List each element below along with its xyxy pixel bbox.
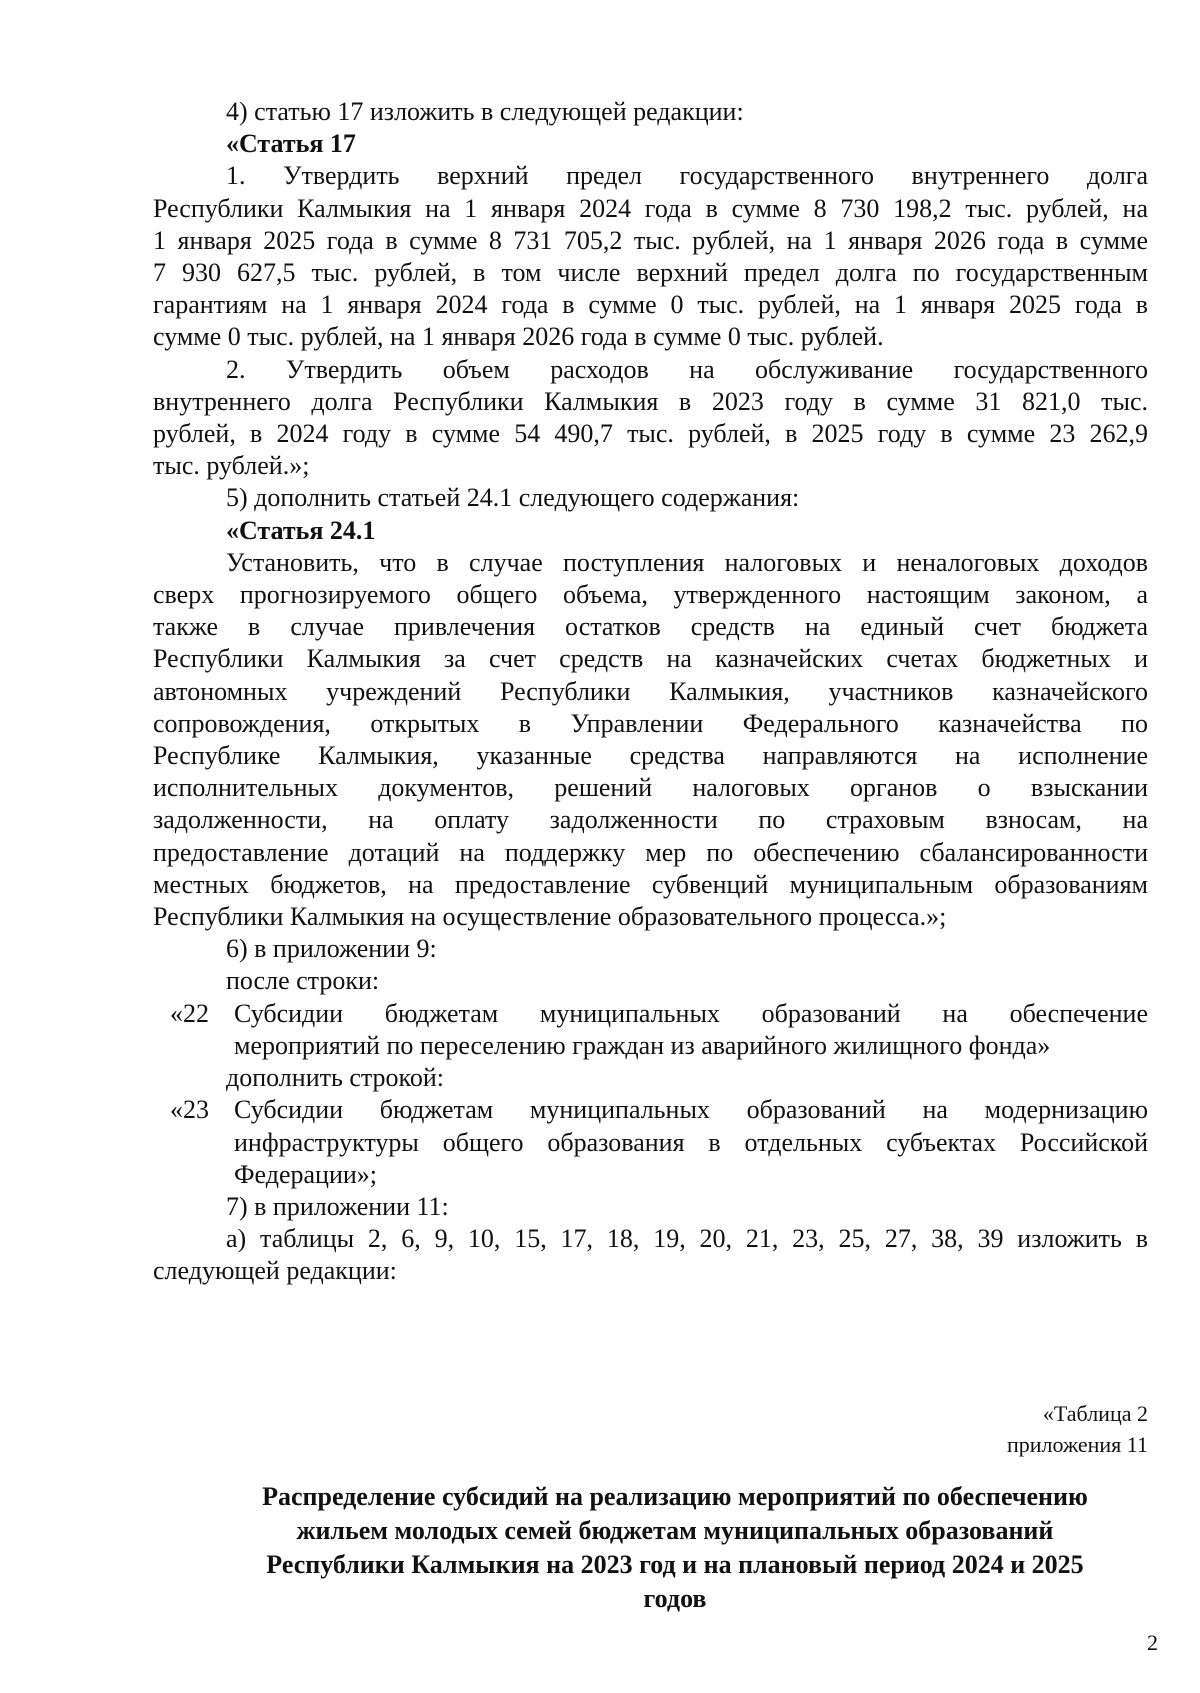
row-23-cont-2: [153, 1159, 1148, 1191]
row-23-line-1: Субсидии бюджетам муниципальных образований на модернизацию: [234, 1095, 1148, 1125]
body-line: сумме 0 тыс. рублей, на 1 января 2026 года в сумме 0 тыс. рублей.: [153, 322, 884, 352]
table-reference-line-2: приложения 11: [1006, 1432, 1148, 1457]
table-title: [190, 1480, 1160, 1616]
body-line: 7 930 627,5 тыс. рублей, в том числе верхний предел долга по государственным: [153, 258, 1148, 288]
row-23-line-2: инфраструктуры общего образования в отдельных субъектах Российской: [234, 1127, 1148, 1157]
body-line: гарантиям на 1 января 2024 года в сумме 0 тыс. рублей, на 1 января 2025 года в: [153, 290, 1148, 320]
body-line: Республики Калмыкия на 1 января 2024 года в сумме 8 730 198,2 тыс. рублей, на: [153, 193, 1148, 223]
body-line: 5) дополнить статьей 24.1 следующего содержания:: [226, 483, 800, 513]
body-line: исполнительных документов, решений налоговых органов о взыскании: [153, 773, 1148, 803]
table-title-line-1: Распределение субсидий на реализацию мероприятий по обеспечению: [262, 1482, 1088, 1511]
row-23-cont-1: [153, 1127, 1148, 1159]
body-line: «Статья 24.1: [226, 515, 376, 545]
body-line: 1. Утвердить верхний предел государственного внутреннего долга: [226, 161, 1148, 191]
table-title-line-4: годов: [643, 1584, 707, 1613]
item-7: 7) в приложении 11:: [226, 1191, 449, 1221]
body-line: внутреннего долга Республики Калмыкия в 2023 году в сумме 31 821,0 тыс.: [153, 386, 1148, 416]
row-22: [153, 998, 1148, 1030]
body-lines: [153, 96, 1148, 998]
body-line: после строки:: [226, 966, 380, 996]
body-line: «Статья 17: [226, 129, 356, 159]
body-line: сверх прогнозируемого общего объема, утвержденного настоящим законом, а: [153, 580, 1148, 610]
body-line: Установить, что в случае поступления налоговых и неналоговых доходов: [226, 547, 1148, 577]
row-23-line-3: Федерации»;: [234, 1159, 378, 1189]
body-line: автономных учреждений Республики Калмыкия, участников казначейского: [153, 676, 1148, 706]
body-line: тыс. рублей.»;: [153, 451, 310, 481]
body-line: 2. Утвердить объем расходов на обслуживание государственного: [226, 354, 1148, 384]
body-line: 4) статью 17 изложить в следующей редакции:: [226, 97, 744, 126]
body-line: предоставление дотаций на поддержку мер по обеспечению сбалансированности: [153, 837, 1148, 867]
item-7a-line-1: а) таблицы 2, 6, 9, 10, 15, 17, 18, 19, 20, 21, 23, 25, 27, 38, 39 изложить в: [226, 1224, 1148, 1254]
table-title-line-2: жильем молодых семей бюджетам муниципальных образований: [296, 1516, 1054, 1545]
document-body: [153, 96, 1148, 1288]
item-7a-line-2: следующей редакции:: [153, 1256, 397, 1286]
row-23: [153, 1094, 1148, 1126]
body-line: 1 января 2025 года в сумме 8 731 705,2 тыс. рублей, на 1 января 2026 года в сумме: [153, 225, 1148, 255]
add-row-line: дополнить строкой:: [226, 1063, 444, 1093]
body-line: местных бюджетов, на предоставление субвенций муниципальным образованиям: [153, 869, 1148, 899]
page-number: 2: [1147, 1630, 1158, 1655]
table-title-line-3: Республики Калмыкия на 2023 год и на плановый период 2024 и 2025: [266, 1550, 1084, 1579]
row-23-number: «23: [170, 1095, 209, 1125]
row-22-number: «22: [170, 998, 209, 1028]
body-line: 6) в приложении 9:: [226, 934, 437, 964]
body-line: сопровождения, открытых в Управлении Федерального казначейства по: [153, 708, 1148, 738]
body-line: Республике Калмыкия, указанные средства направляются на исполнение: [153, 741, 1148, 771]
table-reference-line-1: «Таблица 2: [1042, 1401, 1148, 1426]
row-22-line-2: мероприятий по переселению граждан из аварийного жилищного фонда»: [234, 1030, 1051, 1060]
body-line: задолженности, на оплату задолженности по страховым взносам, на: [153, 805, 1148, 835]
row-22-cont: [153, 1030, 1148, 1062]
row-22-line-1: Субсидии бюджетам муниципальных образований на обеспечение: [234, 998, 1148, 1028]
body-line: рублей, в 2024 году в сумме 54 490,7 тыс. рублей, в 2025 году в сумме 23 262,9: [153, 419, 1148, 449]
body-line: Республики Калмыкия за счет средств на казначейских счетах бюджетных и: [153, 644, 1148, 674]
body-line: также в случае привлечения остатков средств на единый счет бюджета: [153, 612, 1148, 642]
body-line: Республики Калмыкия на осуществление образовательного процесса.»;: [153, 902, 947, 932]
table-reference: [1007, 1398, 1148, 1460]
